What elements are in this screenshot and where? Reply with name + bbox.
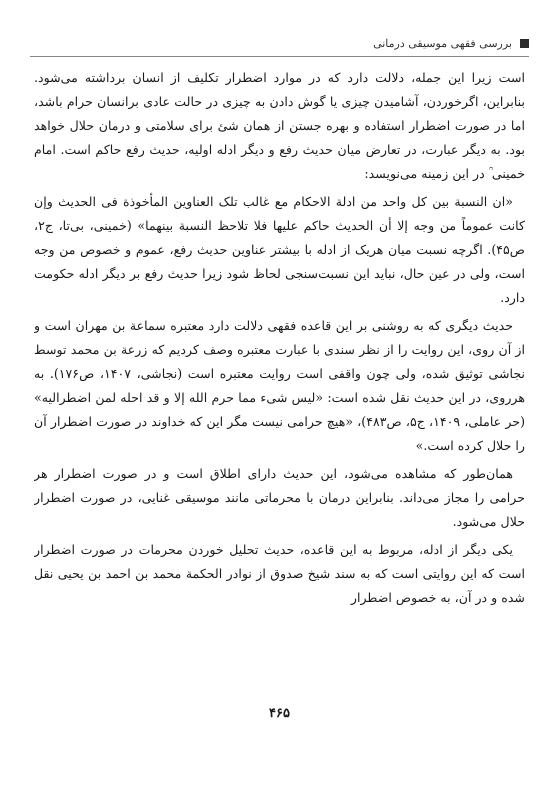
paragraph-4: همان‌طور که مشاهده می‌شود، این حدیث دارای اطلاق است و در صورت اضطرار هر حرامی را مجاز می‌داند. بنابراین درمان با محرماتی مانند موسیقی غنایی، در صورت اضطرار حلال می‌شود. — [34, 466, 525, 529]
paragraph-3: حدیث دیگری که به روشنی بر این قاعده فقهی دلالت دارد معتبره سماعة بن مهران است و از آن روی، این روایت را از نظر سندی با عبارت معتبره وصف کردیم که زرعة بن محمد توسط نجاشی توثیق شده، ولی چون واقفی است روایت معتبره است (نجاشی، ۱۴۰۷، ص۱۷۶). به هرروی، در این حدیث نقل شده است: «لیس شیء مما حرم الله إلا و قد احله لمن اضطرالیه» (حر عاملی، ۱۴۰۹، ج۵، ص۴۸۳)، «هیچ حرامی نیست مگر این که خداوند در صورت اضطرار آن را حلال کرده است.» — [34, 318, 525, 453]
running-header — [100, 34, 529, 52]
page-number: ۴۶۵ — [269, 706, 290, 721]
header-marker-icon — [520, 39, 529, 48]
paragraph-1: است زیرا این جمله، دلالت دارد که در موارد اضطرار تکلیف از انسان برداشته می‌شود. بنابراین، اگرخوردن، آشامیدن چیزی یا گوش دادن به چیزی در حالت عادی برانسان حرام باشد، اما در صورت اضطرار استفاده و بهره جستن از همان شئ برای سلامتی و درمان حلال خواهد بود. به دیگر عبارت، در تعارض میان حدیث رفع و دیگر ادله اولیه، حدیث رفع حاکم است. امام خمینی ؒ در این زمینه می‌نویسد: — [34, 70, 525, 181]
running-title: بررسی فقهی موسیقی درمانی — [373, 36, 512, 50]
header-divider — [30, 56, 529, 57]
body-text — [34, 66, 525, 676]
paragraph-5: یکی دیگر از ادله، مربوط به این قاعده، حدیث تحلیل خوردن محرمات در صورت اضطرار است که این روایتی است که به سند شیخ صدوق از نوادر الحکمة محمد بن احمد بن یحیی نقل شده و در آن، به خصوص اضطرار — [34, 542, 525, 605]
paragraph-2-quotation: «ان النسبة بین کل واحد من ادلة الاحکام مع غالب تلک العناوین المأخوذة فی الحدیث وإن کانت عموماً من وجه إلا أن الحدیث حاکم علیها فلا تلاحظ النسبة بینهما» (خمینی، بی‌تا، ج۲، ص۴۵). اگرچه نسبت میان هریک از ادله با بیشتر عناوین حدیث رفع، عموم و خصوص من وجه است، ولی در عین حال، نباید این نسبت‌سنجی لحاظ شود زیرا حدیث رفع بر دیگر ادله حکومت دارد. — [34, 194, 525, 305]
